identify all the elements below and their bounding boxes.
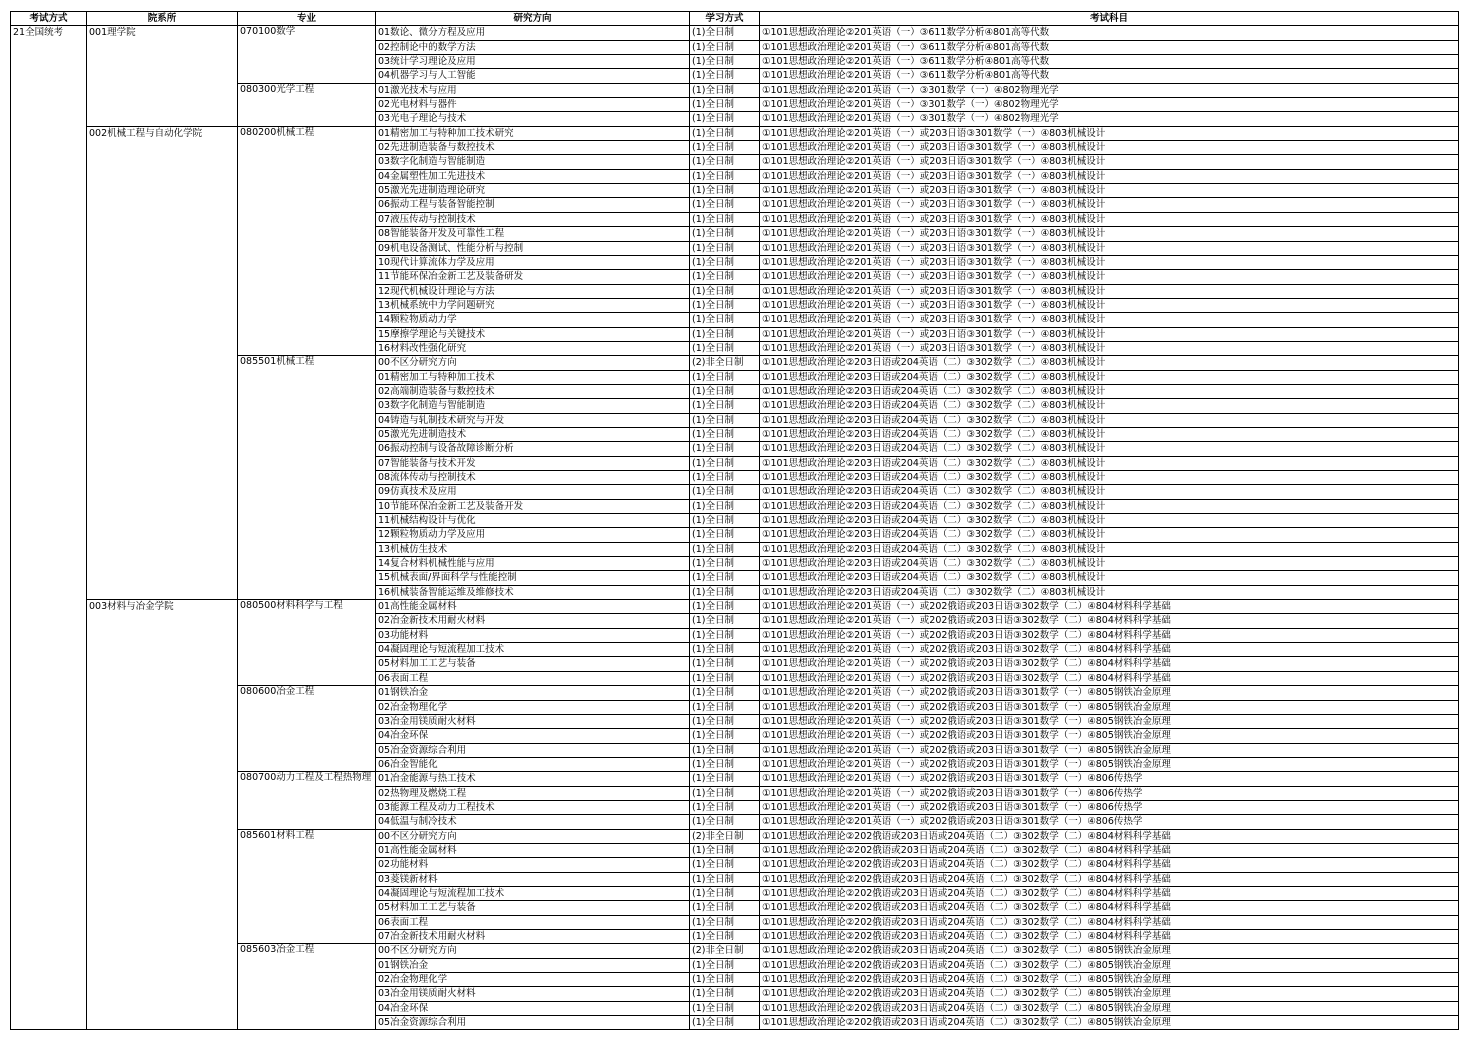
exam-subjects-cell: ①101思想政治理论②201英语（一）③611数学分析④801高等代数 xyxy=(760,69,1459,83)
research-direction-cell: 04凝固理论与短流程加工技术 xyxy=(376,643,690,657)
study-mode-cell: (1)全日制 xyxy=(690,241,760,255)
exam-subjects-cell: ①101思想政治理论②201英语（一）或203日语③301数学（一）④803机械设计 xyxy=(760,255,1459,269)
research-direction-cell: 05材料加工工艺与装备 xyxy=(376,657,690,671)
study-mode-cell: (1)全日制 xyxy=(690,55,760,69)
research-direction-cell: 07液压传动与控制技术 xyxy=(376,212,690,226)
study-mode-cell: (1)全日制 xyxy=(690,886,760,900)
research-direction-cell: 04冶金环保 xyxy=(376,1001,690,1015)
study-mode-cell: (2)非全日制 xyxy=(690,356,760,370)
research-direction-cell: 03能源工程及动力工程技术 xyxy=(376,800,690,814)
exam-subjects-cell: ①101思想政治理论②202俄语或203日语或204英语（二）③302数学（二）④805钢铁冶金原理 xyxy=(760,1001,1459,1015)
department-cell: 002机械工程与自动化学院 xyxy=(87,126,238,599)
research-direction-cell: 05激光先进制造技术 xyxy=(376,427,690,441)
study-mode-cell: (1)全日制 xyxy=(690,714,760,728)
study-mode-cell: (1)全日制 xyxy=(690,930,760,944)
study-mode-cell: (1)全日制 xyxy=(690,528,760,542)
study-mode-cell: (1)全日制 xyxy=(690,872,760,886)
research-direction-cell: 03冶金用镁质耐火材料 xyxy=(376,714,690,728)
exam-subjects-cell: ①101思想政治理论②201英语（一）或202俄语或203日语③301数学（一）④805钢铁冶金原理 xyxy=(760,743,1459,757)
research-direction-cell: 06表面工程 xyxy=(376,915,690,929)
study-mode-cell: (1)全日制 xyxy=(690,915,760,929)
study-mode-cell: (1)全日制 xyxy=(690,471,760,485)
exam-subjects-cell: ①101思想政治理论②201英语（一）③301数学（一）④802物理光学 xyxy=(760,98,1459,112)
research-direction-cell: 13机械系统中力学问题研究 xyxy=(376,298,690,312)
exam-mode-cell: 21全国统考 xyxy=(11,26,87,1030)
exam-subjects-cell: ①101思想政治理论②201英语（一）或202俄语或203日语③301数学（一）④805钢铁冶金原理 xyxy=(760,714,1459,728)
header-major: 专业 xyxy=(238,12,376,26)
research-direction-cell: 11节能环保冶金新工艺及装备研发 xyxy=(376,270,690,284)
exam-subjects-cell: ①101思想政治理论②201英语（一）或203日语③301数学（一）④803机械设计 xyxy=(760,169,1459,183)
study-mode-cell: (1)全日制 xyxy=(690,384,760,398)
research-direction-cell: 06振动控制与设备故障诊断分析 xyxy=(376,442,690,456)
exam-subjects-cell: ①101思想政治理论②201英语（一）或202俄语或203日语③302数学（二）④804材料科学基础 xyxy=(760,643,1459,657)
research-direction-cell: 06冶金智能化 xyxy=(376,757,690,771)
exam-subjects-cell: ①101思想政治理论②201英语（一）或203日语③301数学（一）④803机械设计 xyxy=(760,241,1459,255)
study-mode-cell: (1)全日制 xyxy=(690,815,760,829)
research-direction-cell: 05激光先进制造理论研究 xyxy=(376,184,690,198)
exam-subjects-cell: ①101思想政治理论②201英语（一）或203日语③301数学（一）④803机械设计 xyxy=(760,327,1459,341)
exam-subjects-cell: ①101思想政治理论②201英语（一）③611数学分析④801高等代数 xyxy=(760,40,1459,54)
exam-subjects-cell: ①101思想政治理论②201英语（一）或203日语③301数学（一）④803机械设计 xyxy=(760,141,1459,155)
research-direction-cell: 01钢铁冶金 xyxy=(376,686,690,700)
exam-subjects-cell: ①101思想政治理论②202俄语或203日语或204英语（二）③302数学（二）④804材料科学基础 xyxy=(760,843,1459,857)
exam-subjects-cell: ①101思想政治理论②203日语或204英语（二）③302数学（二）④803机械设计 xyxy=(760,528,1459,542)
study-mode-cell: (1)全日制 xyxy=(690,671,760,685)
major-cell: 085603冶金工程 xyxy=(238,944,376,1030)
study-mode-cell: (1)全日制 xyxy=(690,901,760,915)
research-direction-cell: 05冶金资源综合利用 xyxy=(376,1016,690,1030)
study-mode-cell: (1)全日制 xyxy=(690,270,760,284)
research-direction-cell: 00不区分研究方向 xyxy=(376,944,690,958)
research-direction-cell: 08流体传动与控制技术 xyxy=(376,471,690,485)
exam-subjects-cell: ①101思想政治理论②202俄语或203日语或204英语（二）③302数学（二）④805钢铁冶金原理 xyxy=(760,1016,1459,1030)
study-mode-cell: (1)全日制 xyxy=(690,227,760,241)
study-mode-cell: (1)全日制 xyxy=(690,973,760,987)
study-mode-cell: (1)全日制 xyxy=(690,26,760,40)
major-cell: 080200机械工程 xyxy=(238,126,376,356)
study-mode-cell: (1)全日制 xyxy=(690,126,760,140)
study-mode-cell: (1)全日制 xyxy=(690,456,760,470)
research-direction-cell: 14颗粒物质动力学 xyxy=(376,313,690,327)
research-direction-cell: 15摩擦学理论与关键技术 xyxy=(376,327,690,341)
study-mode-cell: (1)全日制 xyxy=(690,1016,760,1030)
research-direction-cell: 01精密加工与特种加工技术 xyxy=(376,370,690,384)
exam-subjects-cell: ①101思想政治理论②201英语（一）或202俄语或203日语③302数学（二）④804材料科学基础 xyxy=(760,628,1459,642)
study-mode-cell: (2)非全日制 xyxy=(690,944,760,958)
exam-subjects-cell: ①101思想政治理论②202俄语或203日语或204英语（二）③302数学（二）④804材料科学基础 xyxy=(760,901,1459,915)
study-mode-cell: (1)全日制 xyxy=(690,843,760,857)
research-direction-cell: 02光电材料与器件 xyxy=(376,98,690,112)
study-mode-cell: (1)全日制 xyxy=(690,542,760,556)
exam-subjects-cell: ①101思想政治理论②201英语（一）③611数学分析④801高等代数 xyxy=(760,55,1459,69)
exam-subjects-cell: ①101思想政治理论②201英语（一）或202俄语或203日语③302数学（二）④804材料科学基础 xyxy=(760,671,1459,685)
exam-subjects-cell: ①101思想政治理论②202俄语或203日语或204英语（二）③302数学（二）④804材料科学基础 xyxy=(760,930,1459,944)
exam-subjects-cell: ①101思想政治理论②201英语（一）或203日语③301数学（一）④803机械设计 xyxy=(760,198,1459,212)
research-direction-cell: 02热物理及燃烧工程 xyxy=(376,786,690,800)
major-cell: 080500材料科学与工程 xyxy=(238,600,376,686)
study-mode-cell: (1)全日制 xyxy=(690,700,760,714)
exam-subjects-cell: ①101思想政治理论②201英语（一）或202俄语或203日语③302数学（二）④804材料科学基础 xyxy=(760,600,1459,614)
major-cell: 080300光学工程 xyxy=(238,83,376,126)
study-mode-cell: (2)非全日制 xyxy=(690,829,760,843)
study-mode-cell: (1)全日制 xyxy=(690,786,760,800)
research-direction-cell: 01激光技术与应用 xyxy=(376,83,690,97)
exam-subjects-cell: ①101思想政治理论②202俄语或203日语或204英语（二）③302数学（二）④804材料科学基础 xyxy=(760,872,1459,886)
department-cell: 001理学院 xyxy=(87,26,238,126)
exam-subjects-cell: ①101思想政治理论②203日语或204英语（二）③302数学（二）④803机械设计 xyxy=(760,542,1459,556)
research-direction-cell: 10节能环保冶金新工艺及装备开发 xyxy=(376,499,690,513)
research-direction-cell: 04冶金环保 xyxy=(376,729,690,743)
study-mode-cell: (1)全日制 xyxy=(690,141,760,155)
table-row xyxy=(11,26,1459,40)
exam-subjects-cell: ①101思想政治理论②203日语或204英语（二）③302数学（二）④803机械设计 xyxy=(760,456,1459,470)
major-cell: 080600冶金工程 xyxy=(238,686,376,772)
research-direction-cell: 03菱镁新材料 xyxy=(376,872,690,886)
research-direction-cell: 16材料改性强化研究 xyxy=(376,341,690,355)
study-mode-cell: (1)全日制 xyxy=(690,198,760,212)
header-study-mode: 学习方式 xyxy=(690,12,760,26)
exam-subjects-cell: ①101思想政治理论②201英语（一）或202俄语或203日语③301数学（一）④805钢铁冶金原理 xyxy=(760,757,1459,771)
exam-subjects-cell: ①101思想政治理论②203日语或204英语（二）③302数学（二）④803机械设计 xyxy=(760,471,1459,485)
exam-subjects-cell: ①101思想政治理论②201英语（一）或203日语③301数学（一）④803机械设计 xyxy=(760,155,1459,169)
major-cell: 085601材料工程 xyxy=(238,829,376,944)
study-mode-cell: (1)全日制 xyxy=(690,772,760,786)
study-mode-cell: (1)全日制 xyxy=(690,600,760,614)
study-mode-cell: (1)全日制 xyxy=(690,1001,760,1015)
study-mode-cell: (1)全日制 xyxy=(690,800,760,814)
exam-subjects-cell: ①101思想政治理论②201英语（一）或203日语③301数学（一）④803机械设计 xyxy=(760,227,1459,241)
research-direction-cell: 03冶金用镁质耐火材料 xyxy=(376,987,690,1001)
study-mode-cell: (1)全日制 xyxy=(690,987,760,1001)
research-direction-cell: 01高性能金属材料 xyxy=(376,600,690,614)
study-mode-cell: (1)全日制 xyxy=(690,958,760,972)
exam-subjects-cell: ①101思想政治理论②203日语或204英语（二）③302数学（二）④803机械设计 xyxy=(760,356,1459,370)
exam-subjects-cell: ①101思想政治理论②203日语或204英语（二）③302数学（二）④803机械设计 xyxy=(760,384,1459,398)
research-direction-cell: 04凝固理论与短流程加工技术 xyxy=(376,886,690,900)
exam-subjects-cell: ①101思想政治理论②201英语（一）或202俄语或203日语③301数学（一）④805钢铁冶金原理 xyxy=(760,700,1459,714)
exam-subjects-cell: ①101思想政治理论②201英语（一）或203日语③301数学（一）④803机械设计 xyxy=(760,284,1459,298)
research-direction-cell: 09机电设备测试、性能分析与控制 xyxy=(376,241,690,255)
exam-subjects-cell: ①101思想政治理论②203日语或204英语（二）③302数学（二）④803机械设计 xyxy=(760,571,1459,585)
study-mode-cell: (1)全日制 xyxy=(690,155,760,169)
exam-subjects-cell: ①101思想政治理论②203日语或204英语（二）③302数学（二）④803机械设计 xyxy=(760,585,1459,599)
study-mode-cell: (1)全日制 xyxy=(690,112,760,126)
research-direction-cell: 01钢铁冶金 xyxy=(376,958,690,972)
research-direction-cell: 01精密加工与特种加工技术研究 xyxy=(376,126,690,140)
exam-subjects-cell: ①101思想政治理论②201英语（一）或203日语③301数学（一）④803机械设计 xyxy=(760,212,1459,226)
study-mode-cell: (1)全日制 xyxy=(690,413,760,427)
exam-subjects-cell: ①101思想政治理论②202俄语或203日语或204英语（二）③302数学（二）④804材料科学基础 xyxy=(760,858,1459,872)
research-direction-cell: 03统计学习理论及应用 xyxy=(376,55,690,69)
exam-subjects-cell: ①101思想政治理论②201英语（一）或202俄语或203日语③301数学（一）④806传热学 xyxy=(760,815,1459,829)
research-direction-cell: 02先进制造装备与数控技术 xyxy=(376,141,690,155)
research-direction-cell: 02冶金物理化学 xyxy=(376,700,690,714)
header-department: 院系所 xyxy=(87,12,238,26)
research-direction-cell: 11机械结构设计与优化 xyxy=(376,514,690,528)
exam-subjects-table xyxy=(10,11,1459,1030)
study-mode-cell: (1)全日制 xyxy=(690,729,760,743)
research-direction-cell: 06表面工程 xyxy=(376,671,690,685)
table-row xyxy=(11,126,1459,140)
table-body xyxy=(11,26,1459,1030)
major-cell: 070100数学 xyxy=(238,26,376,83)
research-direction-cell: 03功能材料 xyxy=(376,628,690,642)
exam-subjects-cell: ①101思想政治理论②201英语（一）或202俄语或203日语③301数学（一）④806传热学 xyxy=(760,800,1459,814)
exam-subjects-cell: ①101思想政治理论②201英语（一）或202俄语或203日语③301数学（一）④805钢铁冶金原理 xyxy=(760,686,1459,700)
research-direction-cell: 04铸造与轧制技术研究与开发 xyxy=(376,413,690,427)
research-direction-cell: 07智能装备与技术开发 xyxy=(376,456,690,470)
research-direction-cell: 12颗粒物质动力学及应用 xyxy=(376,528,690,542)
research-direction-cell: 04低温与制冷技术 xyxy=(376,815,690,829)
research-direction-cell: 15机械表面/界面科学与性能控制 xyxy=(376,571,690,585)
study-mode-cell: (1)全日制 xyxy=(690,628,760,642)
exam-subjects-cell: ①101思想政治理论②201英语（一）③301数学（一）④802物理光学 xyxy=(760,83,1459,97)
research-direction-cell: 14复合材料机械性能与应用 xyxy=(376,557,690,571)
exam-subjects-cell: ①101思想政治理论②202俄语或203日语或204英语（二）③302数学（二）④804材料科学基础 xyxy=(760,886,1459,900)
research-direction-cell: 05冶金资源综合利用 xyxy=(376,743,690,757)
research-direction-cell: 02功能材料 xyxy=(376,858,690,872)
study-mode-cell: (1)全日制 xyxy=(690,169,760,183)
exam-subjects-cell: ①101思想政治理论②201英语（一）或203日语③301数学（一）④803机械设计 xyxy=(760,270,1459,284)
study-mode-cell: (1)全日制 xyxy=(690,427,760,441)
exam-subjects-cell: ①101思想政治理论②201英语（一）或203日语③301数学（一）④803机械设计 xyxy=(760,184,1459,198)
study-mode-cell: (1)全日制 xyxy=(690,585,760,599)
research-direction-cell: 10现代计算流体力学及应用 xyxy=(376,255,690,269)
table-row xyxy=(11,600,1459,614)
study-mode-cell: (1)全日制 xyxy=(690,313,760,327)
exam-subjects-cell: ①101思想政治理论②201英语（一）或202俄语或203日语③301数学（一）④806传热学 xyxy=(760,772,1459,786)
research-direction-cell: 02高端制造装备与数控技术 xyxy=(376,384,690,398)
research-direction-cell: 05材料加工工艺与装备 xyxy=(376,901,690,915)
study-mode-cell: (1)全日制 xyxy=(690,98,760,112)
research-direction-cell: 13机械仿生技术 xyxy=(376,542,690,556)
research-direction-cell: 04金属塑性加工先进技术 xyxy=(376,169,690,183)
header-row xyxy=(11,12,1459,26)
research-direction-cell: 03数字化制造与智能制造 xyxy=(376,155,690,169)
study-mode-cell: (1)全日制 xyxy=(690,298,760,312)
study-mode-cell: (1)全日制 xyxy=(690,40,760,54)
study-mode-cell: (1)全日制 xyxy=(690,858,760,872)
research-direction-cell: 03数字化制造与智能制造 xyxy=(376,399,690,413)
exam-subjects-cell: ①101思想政治理论②203日语或204英语（二）③302数学（二）④803机械设计 xyxy=(760,370,1459,384)
exam-subjects-cell: ①101思想政治理论②201英语（一）或202俄语或203日语③301数学（一）④805钢铁冶金原理 xyxy=(760,729,1459,743)
exam-subjects-cell: ①101思想政治理论②201英语（一）或203日语③301数学（一）④803机械设计 xyxy=(760,126,1459,140)
major-cell: 080700动力工程及工程热物理 xyxy=(238,772,376,829)
study-mode-cell: (1)全日制 xyxy=(690,743,760,757)
study-mode-cell: (1)全日制 xyxy=(690,83,760,97)
research-direction-cell: 09仿真技术及应用 xyxy=(376,485,690,499)
study-mode-cell: (1)全日制 xyxy=(690,212,760,226)
exam-subjects-cell: ①101思想政治理论②202俄语或203日语或204英语（二）③302数学（二）④805钢铁冶金原理 xyxy=(760,944,1459,958)
exam-subjects-cell: ①101思想政治理论②201英语（一）或203日语③301数学（一）④803机械设计 xyxy=(760,298,1459,312)
study-mode-cell: (1)全日制 xyxy=(690,686,760,700)
study-mode-cell: (1)全日制 xyxy=(690,557,760,571)
exam-subjects-cell: ①101思想政治理论②201英语（一）或203日语③301数学（一）④803机械设计 xyxy=(760,341,1459,355)
research-direction-cell: 02冶金物理化学 xyxy=(376,973,690,987)
exam-subjects-cell: ①101思想政治理论②203日语或204英语（二）③302数学（二）④803机械设计 xyxy=(760,399,1459,413)
exam-subjects-cell: ①101思想政治理论②202俄语或203日语或204英语（二）③302数学（二）④804材料科学基础 xyxy=(760,829,1459,843)
research-direction-cell: 16机械装备智能运维及维修技术 xyxy=(376,585,690,599)
research-direction-cell: 01冶金能源与热工技术 xyxy=(376,772,690,786)
study-mode-cell: (1)全日制 xyxy=(690,485,760,499)
study-mode-cell: (1)全日制 xyxy=(690,184,760,198)
study-mode-cell: (1)全日制 xyxy=(690,657,760,671)
study-mode-cell: (1)全日制 xyxy=(690,614,760,628)
study-mode-cell: (1)全日制 xyxy=(690,370,760,384)
exam-subjects-cell: ①101思想政治理论②201英语（一）③301数学（一）④802物理光学 xyxy=(760,112,1459,126)
exam-subjects-cell: ①101思想政治理论②203日语或204英语（二）③302数学（二）④803机械设计 xyxy=(760,557,1459,571)
exam-subjects-cell: ①101思想政治理论②203日语或204英语（二）③302数学（二）④803机械设计 xyxy=(760,514,1459,528)
research-direction-cell: 00不区分研究方向 xyxy=(376,356,690,370)
exam-subjects-cell: ①101思想政治理论②201英语（一）或202俄语或203日语③301数学（一）④806传热学 xyxy=(760,786,1459,800)
research-direction-cell: 07冶金新技术用耐火材料 xyxy=(376,930,690,944)
study-mode-cell: (1)全日制 xyxy=(690,341,760,355)
exam-subjects-cell: ①101思想政治理论②203日语或204英语（二）③302数学（二）④803机械设计 xyxy=(760,427,1459,441)
study-mode-cell: (1)全日制 xyxy=(690,327,760,341)
major-cell: 085501机械工程 xyxy=(238,356,376,600)
study-mode-cell: (1)全日制 xyxy=(690,514,760,528)
research-direction-cell: 06振动工程与装备智能控制 xyxy=(376,198,690,212)
exam-subjects-cell: ①101思想政治理论②202俄语或203日语或204英语（二）③302数学（二）④805钢铁冶金原理 xyxy=(760,987,1459,1001)
exam-subjects-cell: ①101思想政治理论②201英语（一）或202俄语或203日语③302数学（二）④804材料科学基础 xyxy=(760,657,1459,671)
research-direction-cell: 01高性能金属材料 xyxy=(376,843,690,857)
study-mode-cell: (1)全日制 xyxy=(690,757,760,771)
study-mode-cell: (1)全日制 xyxy=(690,255,760,269)
research-direction-cell: 01数论、微分方程及应用 xyxy=(376,26,690,40)
header-research-direction: 研究方向 xyxy=(376,12,690,26)
research-direction-cell: 04机器学习与人工智能 xyxy=(376,69,690,83)
department-cell: 003材料与冶金学院 xyxy=(87,600,238,1030)
exam-subjects-cell: ①101思想政治理论②201英语（一）或202俄语或203日语③302数学（二）④804材料科学基础 xyxy=(760,614,1459,628)
exam-subjects-cell: ①101思想政治理论②202俄语或203日语或204英语（二）③302数学（二）④805钢铁冶金原理 xyxy=(760,973,1459,987)
exam-subjects-cell: ①101思想政治理论②203日语或204英语（二）③302数学（二）④803机械设计 xyxy=(760,413,1459,427)
research-direction-cell: 03光电子理论与技术 xyxy=(376,112,690,126)
study-mode-cell: (1)全日制 xyxy=(690,399,760,413)
research-direction-cell: 02控制论中的数学方法 xyxy=(376,40,690,54)
study-mode-cell: (1)全日制 xyxy=(690,69,760,83)
research-direction-cell: 00不区分研究方向 xyxy=(376,829,690,843)
header-exam-subjects: 考试科目 xyxy=(760,12,1459,26)
research-direction-cell: 08智能装备开发及可靠性工程 xyxy=(376,227,690,241)
research-direction-cell: 02冶金新技术用耐火材料 xyxy=(376,614,690,628)
exam-subjects-cell: ①101思想政治理论②201英语（一）③611数学分析④801高等代数 xyxy=(760,26,1459,40)
research-direction-cell: 12现代机械设计理论与方法 xyxy=(376,284,690,298)
exam-subjects-cell: ①101思想政治理论②203日语或204英语（二）③302数学（二）④803机械设计 xyxy=(760,442,1459,456)
study-mode-cell: (1)全日制 xyxy=(690,571,760,585)
header-exam-mode: 考试方式 xyxy=(11,12,87,26)
study-mode-cell: (1)全日制 xyxy=(690,284,760,298)
exam-subjects-cell: ①101思想政治理论②203日语或204英语（二）③302数学（二）④803机械设计 xyxy=(760,499,1459,513)
study-mode-cell: (1)全日制 xyxy=(690,499,760,513)
exam-subjects-cell: ①101思想政治理论②202俄语或203日语或204英语（二）③302数学（二）④804材料科学基础 xyxy=(760,915,1459,929)
exam-subjects-cell: ①101思想政治理论②201英语（一）或203日语③301数学（一）④803机械设计 xyxy=(760,313,1459,327)
exam-subjects-cell: ①101思想政治理论②202俄语或203日语或204英语（二）③302数学（二）④805钢铁冶金原理 xyxy=(760,958,1459,972)
study-mode-cell: (1)全日制 xyxy=(690,442,760,456)
study-mode-cell: (1)全日制 xyxy=(690,643,760,657)
exam-subjects-cell: ①101思想政治理论②203日语或204英语（二）③302数学（二）④803机械设计 xyxy=(760,485,1459,499)
